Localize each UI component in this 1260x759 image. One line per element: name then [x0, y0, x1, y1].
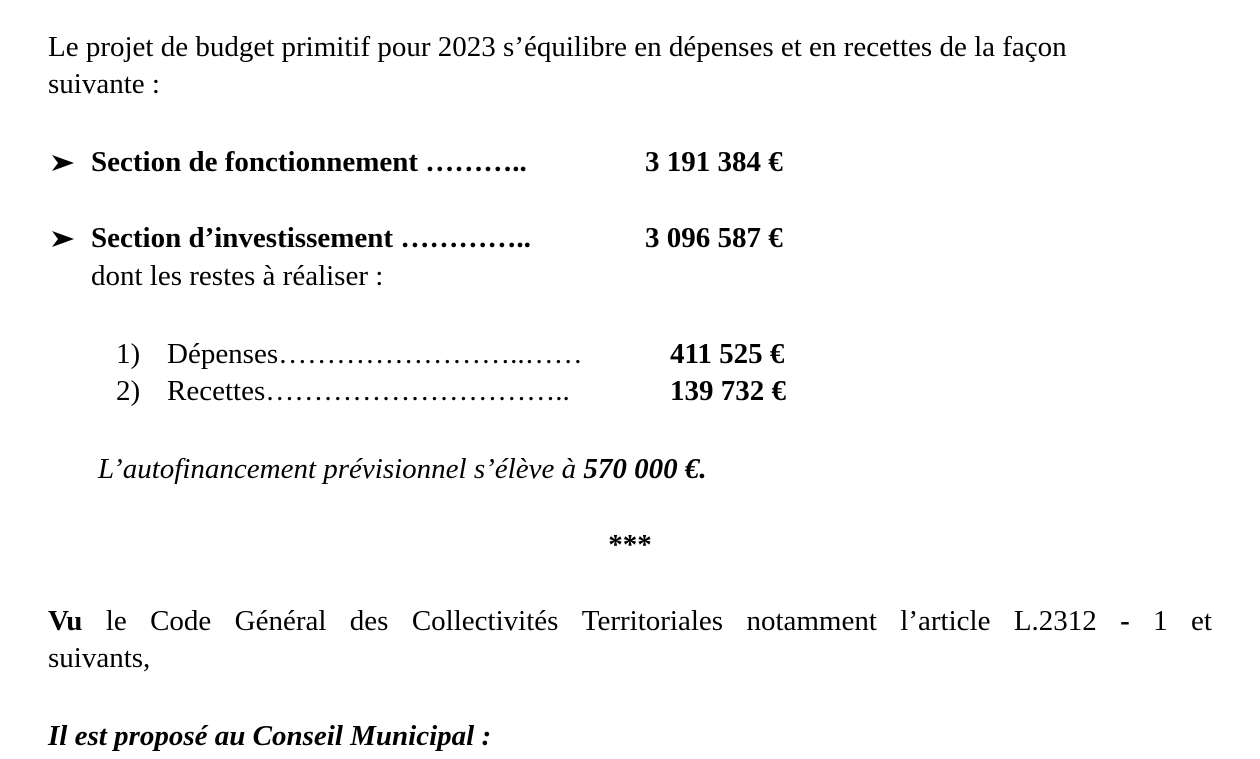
arrow-bullet-icon [50, 153, 76, 173]
section-investissement-amount: 3 096 587 € [645, 222, 783, 254]
vu-line-1 [48, 603, 1212, 639]
proposal-heading: Il est proposé au Conseil Municipal : [48, 720, 492, 752]
vu-word: Général [234, 605, 327, 637]
vu-word: L.2312 [1013, 605, 1097, 637]
restes-item-number: 2) [116, 375, 141, 407]
autofinancement-amount: 570 000 €. [583, 453, 707, 485]
vu-word: Territoriales [581, 605, 724, 637]
restes-item-number: 1) [116, 338, 141, 370]
restes-item-label: Recettes………………………….. [167, 375, 570, 407]
vu-word: Code [150, 605, 212, 637]
restes-item-amount: 139 732 € [670, 375, 786, 407]
restes-item-amount: 411 525 € [670, 338, 785, 370]
intro-line-2: suivante : [48, 68, 160, 100]
section-fonctionnement-label: Section de fonctionnement ……….. [91, 146, 527, 178]
vu-word: - [1120, 605, 1130, 637]
vu-word: 1 [1153, 605, 1168, 637]
vu-word: et [1191, 605, 1212, 637]
arrow-bullet-icon [50, 229, 76, 249]
vu-word: le [105, 605, 127, 637]
vu-word: notamment [746, 605, 877, 637]
vu-word: Vu [48, 605, 83, 637]
vu-line-2: suivants, [48, 642, 151, 674]
autofinancement-text: L’autofinancement prévisionnel s’élève à [98, 453, 584, 485]
vu-word: Collectivités [411, 605, 559, 637]
restes-intro: dont les restes à réaliser : [91, 260, 384, 292]
autofinancement-line [98, 451, 707, 487]
section-investissement-label: Section d’investissement ………….. [91, 222, 531, 254]
section-fonctionnement-amount: 3 191 384 € [645, 146, 783, 178]
vu-word: l’article [900, 605, 991, 637]
intro-line-1: Le projet de budget primitif pour 2023 s’équilibre en dépenses et en recettes de la façon [48, 31, 1067, 63]
separator-stars: *** [608, 529, 652, 561]
restes-item-label: Dépenses……………………..…… [167, 338, 583, 370]
vu-word: des [349, 605, 389, 637]
